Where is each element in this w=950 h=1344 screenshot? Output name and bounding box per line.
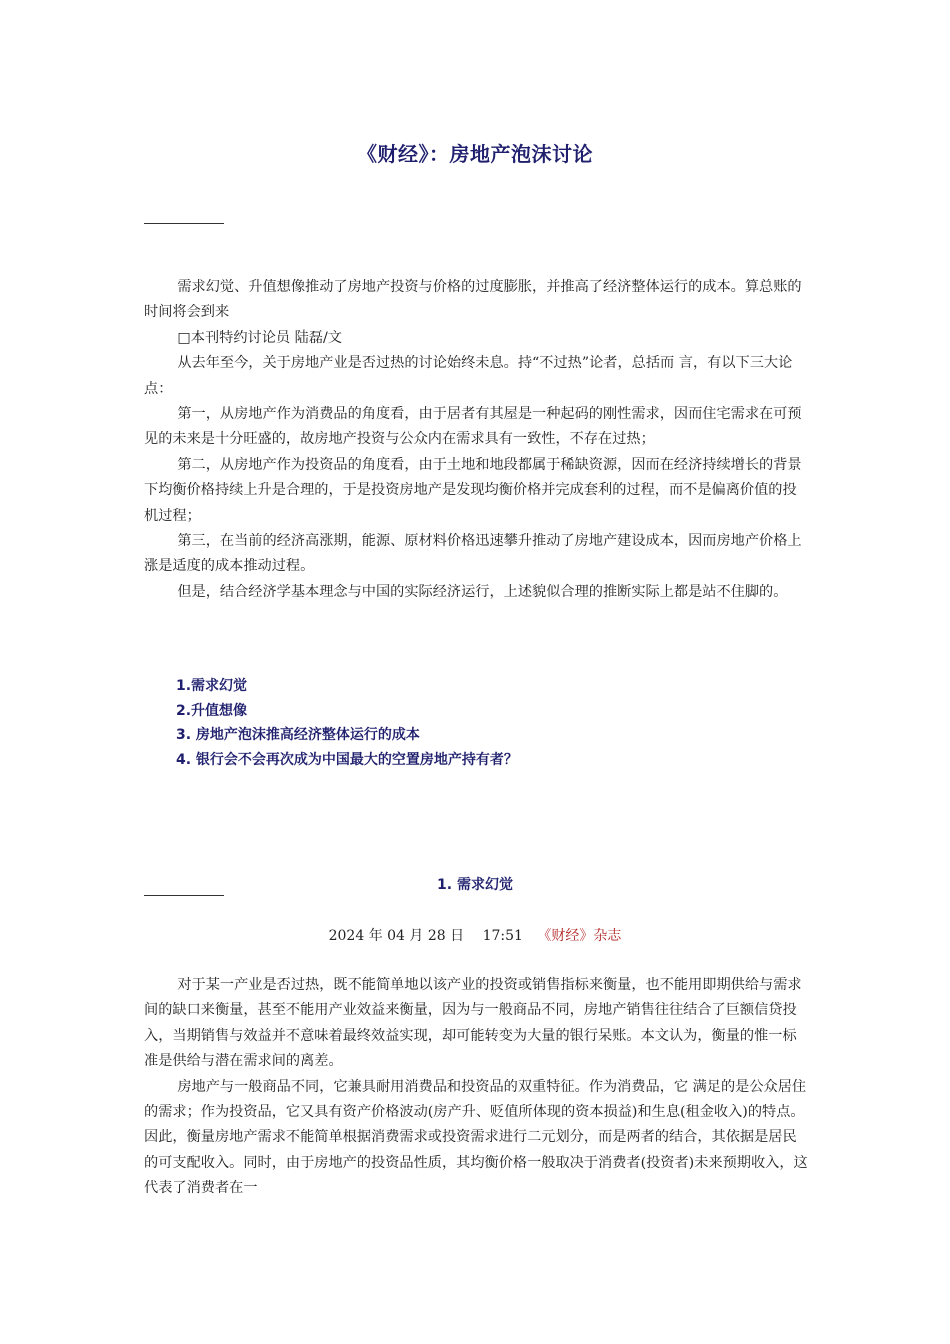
intro-paragraph: 但是，结合经济学基本理念与中国的实际经济运行，上述貌似合理的推断实际上都是站不住脚的。 — [177, 583, 788, 600]
byline: □本刊特约讨论员 陆磊/文 — [177, 329, 342, 346]
intro-paragraph: 第二，从房地产作为投资品的角度看，由于土地和地段都属于稀缺资源，因而在经济持续增长的背景下均衡价格持续上升是合理的，于是投资房地产是发现均衡价格并完成套利的过程，而不是偏离价值的投机过程； — [144, 456, 802, 524]
section-paragraph: 对于某一产业是否过热，既不能简单地以该产业的投资或销售指标来衡量，也不能用即期供给与需求间的缺口来衡量，甚至不能用产业效益来衡量，因为与一般商品不同，房地产销售往往结合了巨额信贷投入，当期销售与效益并不意味着最终效益实现，却可能转变为大量的银行呆账。本文认为，衡量的惟一标准是供给与潜在需求间的离差。 — [144, 977, 802, 1070]
section-title: 1. 需求幻觉 — [437, 877, 513, 893]
intro-paragraph: 从去年至今，关于房地产业是否过热的讨论始终未息。持“不过热”论者，总括而 言，有以下三大论点： — [144, 355, 793, 397]
source-link[interactable]: 《财经》杂志 — [537, 928, 622, 944]
intro-body — [144, 275, 809, 605]
table-of-contents — [176, 674, 518, 773]
section-body — [144, 973, 809, 1202]
section-paragraph: 房地产与一般商品不同，它兼具耐用消费品和投资品的双重特征。作为消费品，它 满足的是公众居住的需求；作为投资品，它又具有资产价格波动(房产升、贬值所体现的资本损益)和生息(租金收入)的特点。因此，衡量房地产需求不能简单根据消费需求或投资需求进行二元划分，而是两者的结合，其依据是居民的可支配收入。同时，由于房地产的投资品性质，其均衡价格一般取决于消费者(投资者)未来预期收入，这代表了消费者在一 — [144, 1078, 808, 1197]
intro-paragraph: 需求幻觉、升值想像推动了房地产投资与价格的过度膨胀，并推高了经济整体运行的成本。算总账的时间将会到来 — [144, 279, 802, 321]
article-title: 《财经》：房地产泡沫讨论 — [357, 142, 593, 166]
section-meta — [0, 925, 950, 945]
toc-link-bubble-cost[interactable]: 3. 房地产泡沫推高经济整体运行的成本 — [176, 727, 420, 744]
divider-top — [144, 223, 224, 224]
publish-time: 17:51 — [482, 928, 523, 944]
intro-paragraph: 第三，在当前的经济高涨期，能源、原材料价格迅速攀升推动了房地产建设成本，因而房地产价格上涨是适度的成本推动过程。 — [144, 533, 802, 575]
toc-link-banks[interactable]: 4. 银行会不会再次成为中国最大的空置房地产持有者？ — [176, 752, 518, 769]
divider-section — [144, 895, 224, 896]
publish-date: 2024 年 04 月 28 日 — [328, 928, 465, 944]
toc-link-demand-illusion[interactable]: 1.需求幻觉 — [176, 678, 248, 694]
intro-paragraph: 第一，从房地产作为消费品的角度看，由于居者有其屋是一种起码的刚性需求，因而住宅需求在可预见的未来是十分旺盛的，故房地产投资与公众内在需求具有一致性，不存在过热； — [144, 406, 802, 448]
toc-link-appreciation[interactable]: 2.升值想像 — [176, 702, 248, 719]
